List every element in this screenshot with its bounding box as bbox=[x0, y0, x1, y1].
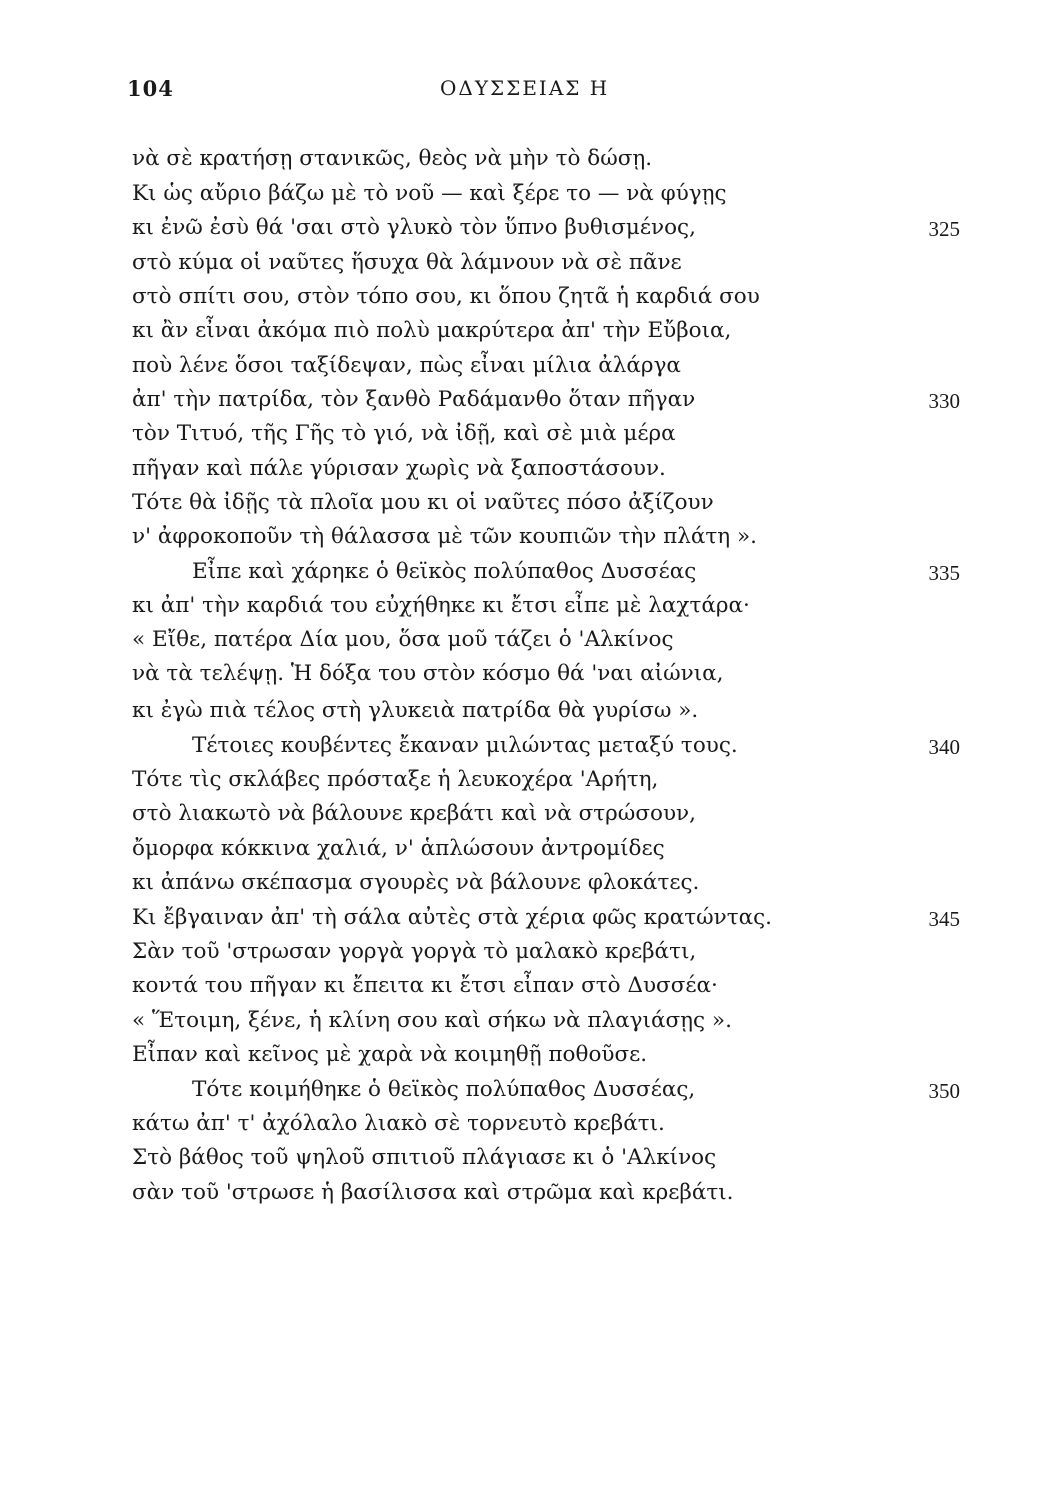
verse-line: Τέτοιες κουβέντες ἔκαναν μιλώντας μεταξύ τους. bbox=[192, 733, 738, 758]
verse-line: Τότε τὶς σκλάβες πρόσταξε ἡ λευκοχέρα 'Αρήτη, bbox=[132, 767, 659, 792]
line-number: 335 bbox=[928, 561, 960, 585]
verse-line: « Ἕτοιμη, ξένε, ἡ κλίνη σου καὶ σήκω νὰ πλαγιάσῃς ». bbox=[132, 1008, 732, 1033]
page-number: 104 bbox=[127, 76, 174, 101]
verse-line: Εἶπε καὶ χάρηκε ὁ θεϊκὸς πολύπαθος Δυσσέας bbox=[192, 559, 697, 584]
verse-line: στὸ λιακωτὸ νὰ βάλουνε κρεβάτι καὶ νὰ στρώσουν, bbox=[132, 801, 696, 826]
verse-line: Κι ἔβγαιναν ἀπ' τὴ σάλα αὐτὲς στὰ χέρια φῶς κρατώντας. bbox=[132, 905, 773, 930]
line-number: 325 bbox=[928, 217, 960, 241]
verse-line: τὸν Τιτυό, τῆς Γῆς τὸ γιό, νὰ ἰδῇ, καὶ σὲ μιὰ μέρα bbox=[132, 421, 676, 446]
verse-line: Εἶπαν καὶ κεῖνος μὲ χαρὰ νὰ κοιμηθῇ ποθοῦσε. bbox=[132, 1042, 648, 1067]
verse-line: Κι ὡς αὔριο βάζω μὲ τὸ νοῦ — καὶ ξέρε το — νὰ φύγῃς bbox=[132, 181, 727, 206]
verse-line: ποὺ λένε ὅσοι ταξίδεψαν, πὼς εἶναι μίλια ἀλάργα bbox=[132, 353, 681, 378]
line-number: 350 bbox=[928, 1079, 960, 1103]
verse-line: κι ἀπ' τὴν καρδιά του εὐχήθηκε κι ἔτσι εἶπε μὲ λαχτάρα· bbox=[132, 593, 750, 618]
running-title: ΟΔΥΣΣΕΙΑΣ Η bbox=[440, 76, 610, 100]
verse-line: Τότε θὰ ἰδῇς τὰ πλοῖα μου κι οἱ ναῦτες πόσο ἀξίζουν bbox=[132, 490, 714, 515]
verse-line: κι ἀπάνω σκέπασμα σγουρὲς νὰ βάλουνε φλοκάτες. bbox=[132, 870, 700, 895]
line-number: 330 bbox=[928, 389, 960, 413]
verse-line: Στὸ βάθος τοῦ ψηλοῦ σπιτιοῦ πλάγιασε κι ὁ 'Αλκίνος bbox=[132, 1145, 717, 1170]
verse-line: ὄμορφα κόκκινα χαλιά, ν' ἁπλώσουν ἀντρομίδες bbox=[132, 836, 665, 861]
verse-line: κι ἐγὼ πιὰ τέλος στὴ γλυκειὰ πατρίδα θὰ γυρίσω ». bbox=[132, 698, 699, 723]
verse-line: στὸ σπίτι σου, στὸν τόπο σου, κι ὅπου ζητᾶ ἡ καρδιά σου bbox=[132, 284, 760, 309]
verse-line: στὸ κύμα οἱ ναῦτες ἥσυχα θὰ λάμνουν νὰ σὲ πᾶνε bbox=[132, 250, 682, 275]
verse-line: ἀπ' τὴν πατρίδα, τὸν ξανθὸ Ραδάμανθο ὅταν πῆγαν bbox=[132, 387, 696, 412]
verse-line: κι ἐνῶ ἐσὺ θά 'σαι στὸ γλυκὸ τὸν ὕπνο βυθισμένος, bbox=[132, 215, 696, 240]
verse-line: κάτω ἀπ' τ' ἀχόλαλο λιακὸ σὲ τορνευτὸ κρεβάτι. bbox=[132, 1111, 665, 1136]
verse-line: σὰν τοῦ 'στρωσε ἡ βασίλισσα καὶ στρῶμα καὶ κρεβάτι. bbox=[132, 1180, 734, 1205]
line-number: 340 bbox=[928, 735, 960, 759]
verse-line: Τότε κοιμήθηκε ὁ θεϊκὸς πολύπαθος Δυσσέας, bbox=[192, 1077, 696, 1102]
verse-line: « Εἴθε, πατέρα Δία μου, ὅσα μοῦ τάζει ὁ 'Αλκίνος bbox=[132, 627, 674, 652]
verse-line: νὰ σὲ κρατήσῃ στανικῶς, θεὸς νὰ μὴν τὸ δώσῃ. bbox=[132, 146, 653, 171]
verse-line: ν' ἀφροκοποῦν τὴ θάλασσα μὲ τῶν κουπιῶν τὴν πλάτη ». bbox=[132, 524, 758, 549]
verse-line: πῆγαν καὶ πάλε γύρισαν χωρὶς νὰ ξαποστάσουν. bbox=[132, 456, 666, 481]
verse-line: κι ἂν εἶναι ἀκόμα πιὸ πολὺ μακρύτερα ἀπ' τὴν Εὔβοια, bbox=[132, 318, 732, 343]
verse-line: νὰ τὰ τελέψῃ. Ἡ δόξα του στὸν κόσμο θά 'ναι αἰώνια, bbox=[132, 661, 724, 686]
verse-line: Σὰν τοῦ 'στρωσαν γοργὰ γοργὰ τὸ μαλακὸ κρεβάτι, bbox=[132, 939, 697, 964]
verse-line: κοντά του πῆγαν κι ἔπειτα κι ἔτσι εἶπαν στὸ Δυσσέα· bbox=[132, 973, 718, 998]
line-number: 345 bbox=[928, 907, 960, 931]
